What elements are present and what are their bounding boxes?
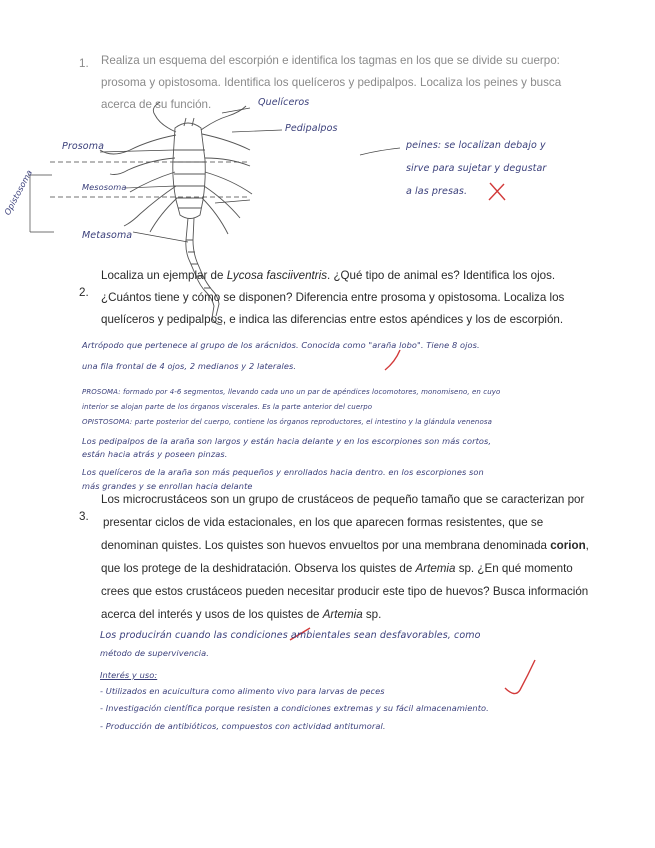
q2-text xyxy=(101,265,564,331)
q2-answer-line3: PROSOMA: formado por 4-6 segmentos, llevando cada uno un par de apéndices locomotores, monomiseno, en cuyo xyxy=(82,388,501,396)
red-tick-q2 xyxy=(385,350,400,370)
label-pedipalpos: Pedipalpos xyxy=(285,123,338,134)
peines-note-line2: sirve para sujetar y degustar xyxy=(406,163,547,174)
q3-line6: acerca del interés y usos de los quistes de Artemia sp. xyxy=(101,608,382,621)
q3-answer-line2: método de supervivencia. xyxy=(100,648,209,658)
q3-answer-line6: - Producción de antibióticos, compuestos con actividad antitumoral. xyxy=(100,721,386,731)
q3-line5: crees que estos crustáceos pueden necesitar producir este tipo de huevos? Busca información xyxy=(101,585,589,598)
q3-line2: presentar ciclos de vida estacionales, en los que aparecen formas resistentes, que se xyxy=(103,516,544,529)
q3-line3: denominan quistes. Los quistes son huevos envueltos por una membrana denominada corion, xyxy=(101,539,589,552)
q1-line1: Realiza un esquema del escorpión e identifica los tagmas en los que se divide su cuerpo: xyxy=(101,54,560,67)
species-lycosa: Lycosa fasciiventris xyxy=(226,269,327,282)
red-x-mark xyxy=(489,183,505,200)
label-metasoma: Metasoma xyxy=(82,230,133,241)
label-opistosoma: Opistosoma xyxy=(2,168,35,217)
q2-line1: Localiza un ejemplar de Lycosa fasciiventris. ¿Qué tipo de animal es? Identifica los ojos. xyxy=(101,269,556,282)
term-corion: corion xyxy=(550,539,586,552)
q3-line4: que los protege de la deshidratación. Observa los quistes de Artemia sp. ¿En qué momento xyxy=(101,562,573,575)
species-artemia: Artemia xyxy=(415,562,456,575)
q3-number: 3. xyxy=(79,510,89,523)
q2-answer-line7: están hacia atrás y poseen pinzas. xyxy=(82,449,228,459)
q2-answer-line8: Los quelíceros de la araña son más pequeños y enrollados hacia dentro. en los escorpiones son xyxy=(82,467,484,477)
q3-answer-line5: - Investigación científica porque resisten a condiciones extremas y su fácil almacenamiento. xyxy=(100,703,489,713)
q2-answer-line9: más grandes y se enrollan hacia delante xyxy=(82,481,253,491)
q2-answer-line1: Artrópodo que pertenece al grupo de los arácnidos. Conocida como "araña lobo". Tiene 8 ojos. xyxy=(82,340,480,350)
label-mesosoma: Mesosoma xyxy=(82,182,127,192)
q1-line3: acerca de su función. xyxy=(101,98,212,111)
label-queliceros: Quelíceros xyxy=(258,97,310,108)
q2-answer-line6: Los pedipalpos de la araña son largos y están hacia delante y en los escorpiones son más cortos, xyxy=(82,436,492,446)
q3-line1: Los microcrustáceos son un grupo de crustáceos de pequeño tamaño que se caracterizan por xyxy=(101,493,585,506)
q2-line3: quelíceros y pedipalpos, e indica las diferencias entre estos apéndices y los de escorpión. xyxy=(101,313,564,326)
q3-answer-heading: Interés y uso: xyxy=(100,670,158,680)
peines-note-line3: a las presas. xyxy=(406,186,468,197)
q2-number: 2. xyxy=(79,286,89,299)
q2-answer-line4: interior se alojan parte de los órganos viscerales. Es la parte anterior del cuerpo xyxy=(82,403,373,411)
q3-answer-line4: - Utilizados en acuicultura como alimento vivo para larvas de peces xyxy=(100,686,385,696)
q3-answer-line1: Los producirán cuando las condiciones ambientales sean desfavorables, como xyxy=(100,630,481,641)
red-check-q3 xyxy=(505,660,535,694)
q2-line2: ¿Cuántos tiene y cómo se disponen? Diferencia entre prosoma y opistosoma. Localiza los xyxy=(101,291,565,304)
q3-text xyxy=(101,488,589,626)
q2-answer-line5: OPISTOSOMA: parte posterior del cuerpo, contiene los órganos reproductores, el intestino y la glándula venenosa xyxy=(82,418,492,426)
q1-number: 1. xyxy=(79,57,89,70)
peines-note-line1: peines: se localizan debajo y xyxy=(406,140,546,151)
q1-line2: prosoma y opistosoma. Identifica los quelíceros y pedipalpos. Localiza los peines y busca xyxy=(101,76,562,89)
label-prosoma: Prosoma xyxy=(62,141,104,152)
q2-answer-line2: una fila frontal de 4 ojos, 2 medianos y 2 laterales. xyxy=(82,361,297,371)
species-artemia-2: Artemia xyxy=(322,608,363,621)
